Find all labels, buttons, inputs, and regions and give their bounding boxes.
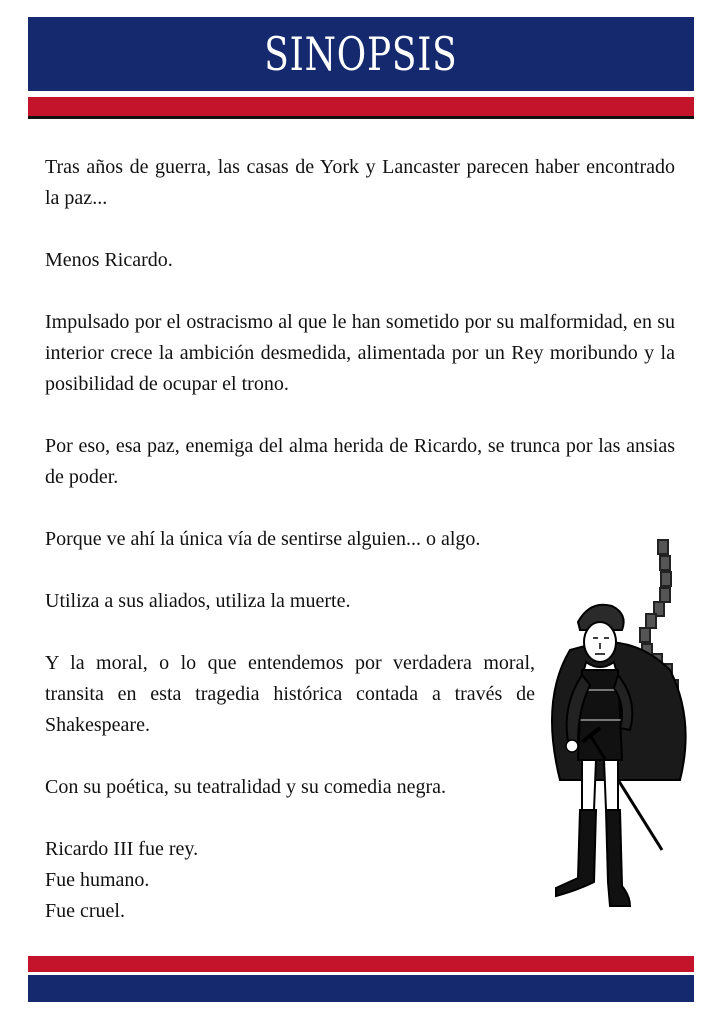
closing-line-cruel: Fue cruel. (45, 900, 125, 922)
header-band (28, 17, 694, 91)
header-divider-dark (28, 116, 694, 119)
paragraph-utiliza: Utiliza a sus aliados, utiliza la muerte. (45, 590, 351, 612)
page-title: SINOPSIS (264, 27, 458, 81)
richard-iii-figure-icon (530, 530, 700, 920)
header-red-stripe (28, 97, 694, 116)
header-divider-white (28, 93, 694, 96)
paragraph-impulsado: Impulsado por el ostracismo al que le han sometido por su malformidad, en su interior crece la ambición desmedida, alimentada por un Rey moribundo y la posibilidad de ocupar el trono. (45, 311, 675, 395)
paragraph-por-eso: Por eso, esa paz, enemiga del alma herida de Ricardo, se trunca por las ansias de poder. (45, 435, 675, 488)
closing-line-rey: Ricardo III fue rey. (45, 838, 199, 860)
paragraph-intro: Tras años de guerra, las casas de York y Lancaster parecen haber encontrado la paz... (45, 156, 675, 209)
paragraph-moral: Y la moral, o lo que entendemos por verdadera moral, transita en esta tragedia histórica contada a través de Shakespeare. (45, 652, 535, 736)
paragraph-poetica: Con su poética, su teatralidad y su comedia negra. (45, 776, 446, 798)
footer-blue-band (28, 975, 694, 1002)
paragraph-menos-ricardo: Menos Ricardo. (45, 249, 173, 271)
footer-red-stripe (28, 956, 694, 972)
closing-line-humano: Fue humano. (45, 869, 150, 891)
paragraph-porque: Porque ve ahí la única vía de sentirse alguien... o algo. (45, 528, 481, 550)
